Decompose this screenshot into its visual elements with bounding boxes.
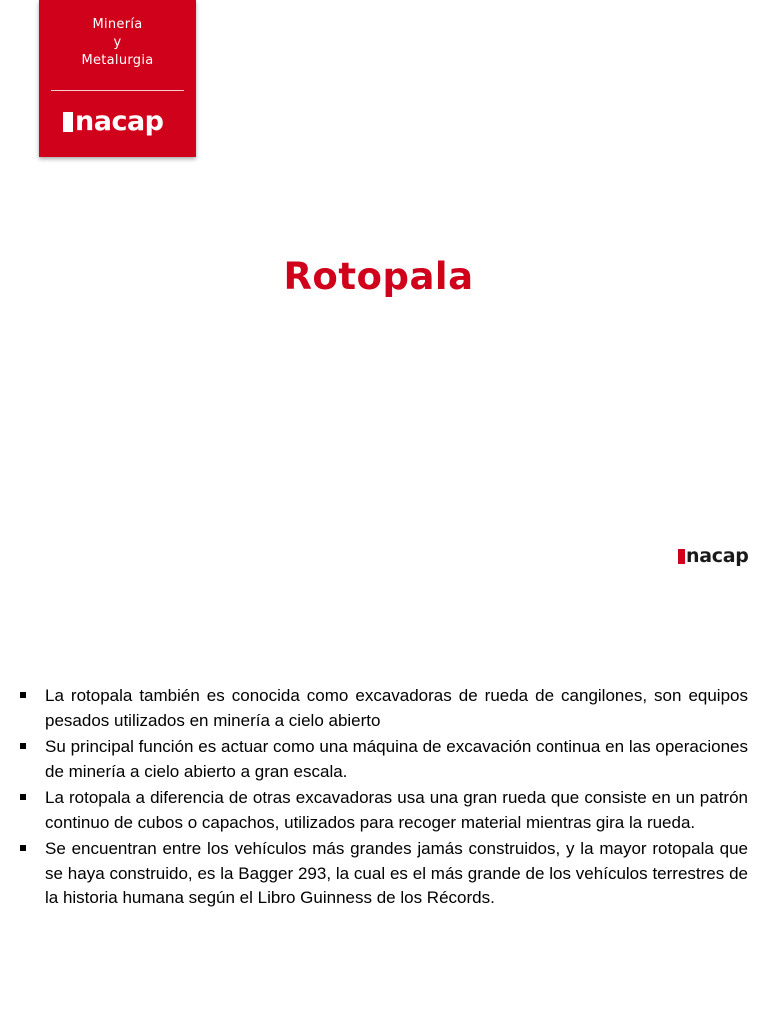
program-name-line: y (113, 35, 122, 50)
bullet-text: Se encuentran entre los vehículos más grandes jamás construidos, y la mayor rotopala que se haya construido, es la Bagger 293, la cual es el más grande de los vehículos terrestres de la historia humana según el Libro Guinness de los Récords. (45, 839, 748, 907)
inacap-corner-logo (678, 545, 749, 567)
badge-divider (51, 90, 184, 91)
program-name-line: Metalurgia (81, 53, 154, 68)
logo-mark-icon (63, 112, 73, 132)
logo-wordmark: nacap (686, 545, 749, 567)
bullet-list (20, 684, 748, 913)
list-item (20, 684, 748, 733)
list-item (20, 786, 748, 835)
bullet-marker-icon (20, 692, 26, 698)
program-badge (39, 0, 196, 157)
list-item (20, 837, 748, 911)
logo-mark-icon (678, 549, 685, 564)
program-name-line: Minería (92, 17, 143, 32)
bullet-marker-icon (20, 743, 26, 749)
program-name (39, 16, 196, 70)
bullet-marker-icon (20, 794, 26, 800)
list-item (20, 735, 748, 784)
bullet-marker-icon (20, 845, 26, 851)
bullet-text: Su principal función es actuar como una máquina de excavación continua en las operaciones de minería a cielo abierto a gran escala. (45, 737, 748, 781)
slide-title: Rotopala (283, 255, 474, 298)
logo-wordmark: nacap (75, 106, 164, 137)
bullet-text: La rotopala a diferencia de otras excavadoras usa una gran rueda que consiste en un patrón continuo de cubos o capachos, utilizados para recoger material mientras gira la rueda. (45, 788, 748, 832)
bullet-text: La rotopala también es conocida como excavadoras de rueda de cangilones, son equipos pesados utilizados en minería a cielo abierto (45, 686, 748, 730)
inacap-logo (63, 107, 164, 137)
